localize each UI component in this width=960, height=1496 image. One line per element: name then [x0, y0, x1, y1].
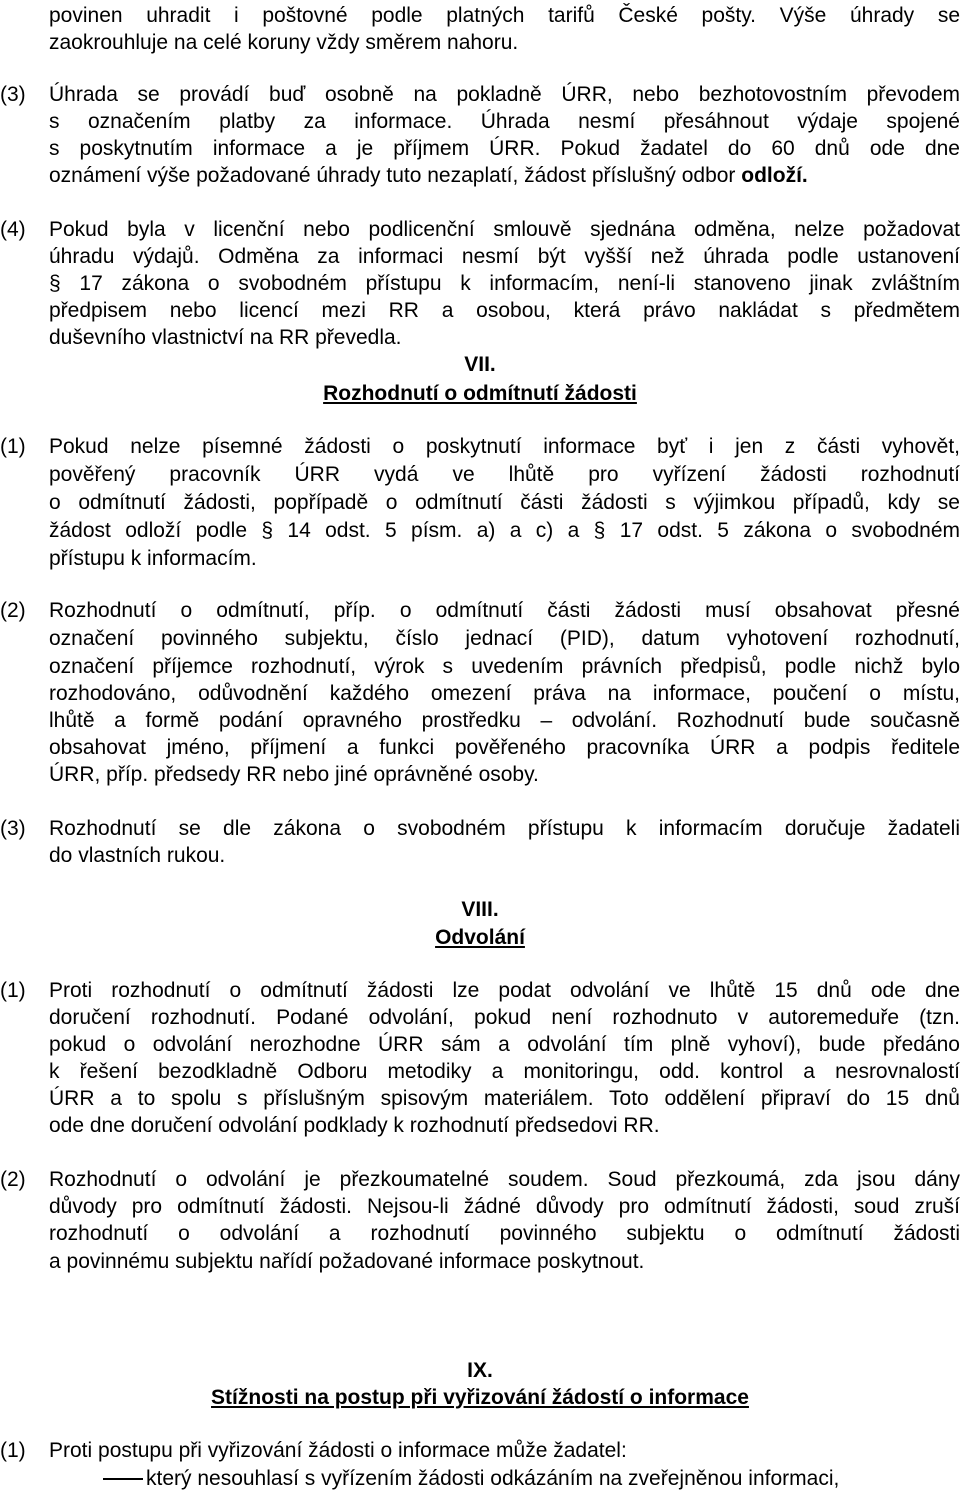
paragraph-line [0, 216, 960, 243]
paragraph-line [0, 1004, 960, 1031]
section-number: IX. [467, 1359, 493, 1382]
paragraph-line [0, 815, 960, 842]
paragraph-text: povinen uhradit i poštovné podle platných tarifů České pošty. Výše úhrady se [49, 4, 960, 27]
paragraph-text: označení příjemce rozhodnutí, výrok s uvedením právních předpisů, podle nichž bylo [49, 655, 960, 678]
paragraph-line [0, 517, 960, 544]
paragraph-text: doručení rozhodnutí. Podané odvolání, pokud není rozhodnuto v autoremeduře (tzn. [49, 1006, 960, 1029]
paragraph-line [0, 1031, 960, 1058]
section-title: Stížnosti na postup při vyřizování žádostí o informace [211, 1386, 749, 1409]
paragraph-text: Proti postupu při vyřizování žádosti o informace může žadatel: [49, 1439, 627, 1462]
paragraph-line [0, 1437, 960, 1464]
paragraph-number: (2) [0, 599, 26, 622]
paragraph-line [0, 1248, 960, 1275]
paragraph-text: Rozhodnutí se dle zákona o svobodném přístupu k informacím doručuje žadateli [49, 817, 960, 840]
paragraph-text: do vlastních rukou. [49, 844, 226, 867]
paragraph-line [0, 243, 960, 270]
paragraph-text: označení povinného subjektu, číslo jednací (PID), datum vyhotovení rozhodnutí, [49, 627, 960, 650]
paragraph-line [0, 1166, 960, 1193]
paragraph-text-part: oznámení výše požadované úhrady tuto nezaplatí, žádost příslušný odbor [49, 164, 742, 187]
paragraph-line [0, 1085, 960, 1112]
paragraph-text: § 17 zákona o svobodném přístupu k informacím, není-li stanoveno jinak zvláštním [49, 272, 960, 295]
paragraph-number: (1) [0, 979, 26, 1002]
paragraph-line [0, 1220, 960, 1247]
paragraph-text [49, 162, 808, 189]
paragraph-line [0, 270, 960, 297]
paragraph-line [0, 597, 960, 624]
section-number: VIII. [461, 898, 499, 921]
paragraph-text: lhůtě a formě podání opravného prostředku – odvolání. Rozhodnutí bude současně [49, 709, 960, 732]
paragraph-text: pokud o odvolání nerozhodne ÚRR sám a odvolání tím plně vyhoví), bude předáno [49, 1033, 960, 1056]
paragraph-line [0, 162, 960, 189]
paragraph-text: předpisem nebo licencí mezi RR a osobou, která právo nakládat s předmětem [49, 299, 960, 322]
paragraph-text: Proti rozhodnutí o odmítnutí žádosti lze podat odvolání ve lhůtě 15 dnů ode dne [49, 979, 960, 1002]
dash-bullet [103, 1478, 143, 1480]
paragraph-number: (1) [0, 435, 26, 458]
paragraph-text: důvody pro odmítnutí žádosti. Nejsou-li žádné důvody pro odmítnutí žádosti, soud zruší [49, 1195, 960, 1218]
paragraph-line [0, 297, 960, 324]
paragraph-text: Pokud nelze písemné žádosti o poskytnutí informace byť i jen z části vyhovět, [49, 435, 960, 458]
paragraph-line [0, 734, 960, 761]
paragraph-line [0, 1112, 960, 1139]
paragraph-text: Rozhodnutí o odvolání je přezkoumatelné soudem. Soud přezkoumá, zda jsou dány [49, 1168, 960, 1191]
paragraph-number: (4) [0, 218, 26, 241]
paragraph-line [0, 625, 960, 652]
paragraph-text: k řešení bezodkladně Odboru metodiky a monitoringu, odd. kontrol a nesrovnalostí [49, 1060, 960, 1083]
paragraph-text: Úhrada se provádí buď osobně na pokladně ÚRR, nebo bezhotovostním převodem [49, 83, 960, 106]
paragraph-line [0, 545, 960, 572]
paragraph-text: obsahovat jméno, příjmení a funkci pověřeného pracovníka ÚRR a podpis ředitele [49, 736, 960, 759]
paragraph-number: (3) [0, 817, 26, 840]
paragraph-line [0, 433, 960, 460]
paragraph-line [0, 324, 960, 351]
paragraph-line [0, 461, 960, 488]
paragraph-text: Pokud byla v licenční nebo podlicenční smlouvě sjednána odměna, nelze požadovat [49, 218, 960, 241]
paragraph-line [0, 1058, 960, 1085]
paragraph-text: ÚRR, příp. předsedy RR nebo jiné oprávněné osoby. [49, 763, 539, 786]
paragraph-text: o odmítnutí žádosti, popřípadě o odmítnutí části žádosti s výjimkou případů, kdy se [49, 491, 960, 514]
bold-word: odloží. [741, 164, 808, 187]
section-title: Odvolání [435, 926, 525, 949]
section-number: VII. [464, 353, 496, 376]
paragraph-text: pověřený pracovník ÚRR vydá ve lhůtě pro vyřízení žádosti rozhodnutí [49, 463, 960, 486]
paragraph-line [0, 707, 960, 734]
section-title: Rozhodnutí o odmítnutí žádosti [323, 382, 637, 405]
paragraph-line [0, 2, 960, 29]
paragraph-text: rozhodováno, odůvodnění každého omezení práva na informace, poučení o místu, [49, 682, 960, 705]
paragraph-text: ode dne doručení odvolání podklady k rozhodnutí předsedovi RR. [49, 1114, 660, 1137]
paragraph-line [0, 653, 960, 680]
paragraph-text: rozhodnutí o odvolání a rozhodnutí povinného subjektu o odmítnutí žádosti [49, 1222, 960, 1245]
paragraph-line [0, 842, 960, 869]
paragraph-number: (2) [0, 1168, 26, 1191]
list-item [0, 1465, 960, 1492]
paragraph-text: žádost odloží podle § 14 odst. 5 písm. a) a c) a § 17 odst. 5 zákona o svobodném [49, 519, 960, 542]
paragraph-text: duševního vlastnictví na RR převedla. [49, 326, 402, 349]
paragraph-number: (1) [0, 1439, 26, 1462]
paragraph-text: úhradu výdajů. Odměna za informaci nesmí být vyšší než úhrada podle ustanovení [49, 245, 960, 268]
paragraph-text: ÚRR a to spolu s příslušným spisovým materiálem. Toto oddělení připraví do 15 dnů [49, 1087, 960, 1110]
paragraph-text: s poskytnutím informace a je příjmem ÚRR. Pokud žadatel do 60 dnů ode dne [49, 137, 960, 160]
paragraph-text: zaokrouhluje na celé koruny vždy směrem nahoru. [49, 31, 519, 54]
paragraph-text: přístupu k informacím. [49, 547, 257, 570]
paragraph-line [0, 108, 960, 135]
paragraph-line [0, 489, 960, 516]
paragraph-line [0, 29, 960, 56]
list-item-text: který nesouhlasí s vyřízením žádosti odkázáním na zveřejněnou informaci, [146, 1467, 840, 1490]
paragraph-line [0, 81, 960, 108]
paragraph-line [0, 135, 960, 162]
paragraph-line [0, 977, 960, 1004]
paragraph-text: a povinnému subjektu nařídí požadované informace poskytnout. [49, 1250, 645, 1273]
paragraph-line [0, 680, 960, 707]
paragraph-line [0, 1193, 960, 1220]
paragraph-line [0, 761, 960, 788]
paragraph-text: s označením platby za informace. Úhrada nesmí přesáhnout výdaje spojené [49, 110, 960, 133]
paragraph-number: (3) [0, 83, 26, 106]
paragraph-text: Rozhodnutí o odmítnutí, příp. o odmítnutí části žádosti musí obsahovat přesné [49, 599, 960, 622]
